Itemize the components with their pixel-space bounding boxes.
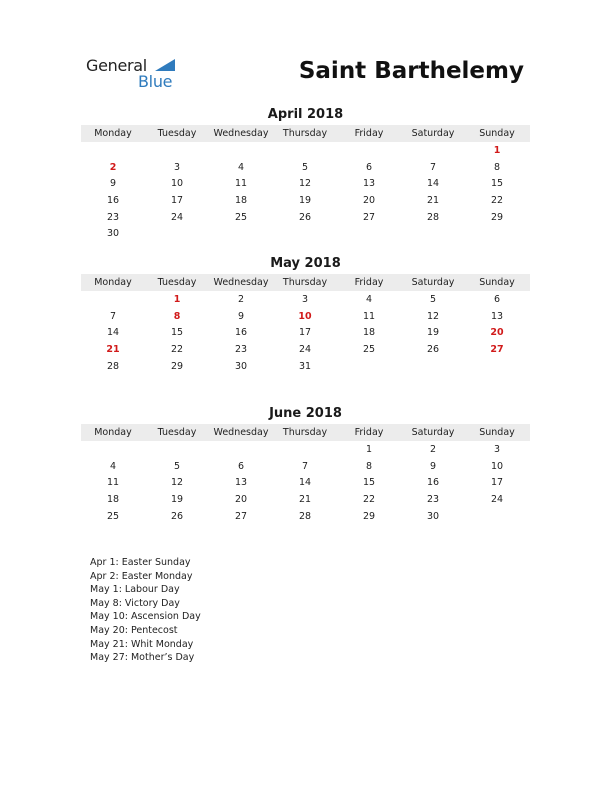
day-cell: 21 [106, 343, 120, 355]
week-row [81, 324, 530, 341]
day-cell: 19 [170, 493, 184, 505]
day-cell: 7 [109, 310, 117, 322]
day-cell: 30 [106, 228, 120, 240]
weekday-label: Friday [354, 427, 384, 438]
weekday-label: Thursday [282, 128, 328, 139]
day-cell: 19 [426, 327, 440, 339]
day-cell: 16 [234, 327, 248, 339]
day-cell: 7 [301, 460, 309, 472]
holiday-item: Apr 1: Easter Sunday [90, 557, 191, 568]
week-row [81, 291, 530, 308]
day-cell: 26 [298, 211, 312, 223]
holiday-list [90, 556, 201, 665]
day-cell: 12 [426, 310, 440, 322]
day-cell: 1 [365, 443, 373, 455]
weekday-label: Sunday [479, 427, 515, 438]
day-cell: 1 [173, 293, 181, 305]
holiday-item: May 20: Pentecost [90, 624, 178, 636]
day-cell: 22 [362, 493, 376, 505]
week-row [81, 192, 530, 209]
day-cell: 30 [426, 510, 440, 522]
day-cell: 30 [234, 360, 248, 372]
day-cell: 26 [170, 510, 184, 522]
day-cell: 9 [429, 460, 437, 472]
day-cell: 18 [362, 327, 376, 339]
week-row [81, 474, 530, 491]
day-cell: 12 [170, 477, 184, 489]
page-title: Saint Barthelemy [298, 58, 524, 84]
day-cell: 11 [106, 477, 120, 489]
day-cell: 8 [173, 310, 181, 322]
day-cell: 31 [298, 360, 312, 372]
week-row [81, 225, 530, 242]
day-cell: 10 [170, 178, 184, 190]
day-cell: 17 [298, 327, 312, 339]
month-title: April 2018 [267, 107, 344, 122]
weekday-label: Thursday [282, 427, 328, 438]
weekday-label: Wednesday [213, 277, 269, 288]
weekday-label: Monday [94, 277, 132, 288]
day-cell: 26 [426, 343, 440, 355]
day-cell: 25 [234, 211, 248, 223]
day-cell: 23 [234, 343, 248, 355]
day-cell: 4 [237, 161, 245, 173]
day-cell: 6 [237, 460, 245, 472]
logo-blue-text: Blue [138, 72, 173, 91]
weekday-header [81, 274, 530, 291]
day-cell: 5 [429, 293, 437, 305]
day-cell: 16 [426, 477, 440, 489]
week-row [81, 358, 530, 375]
day-cell: 27 [362, 211, 376, 223]
day-cell: 3 [173, 161, 181, 173]
day-cell: 4 [365, 293, 373, 305]
day-cell: 20 [362, 194, 376, 206]
day-cell: 21 [426, 194, 440, 206]
week-row [81, 441, 530, 458]
day-cell: 15 [362, 477, 376, 489]
day-cell: 23 [106, 211, 120, 223]
weekday-label: Thursday [282, 277, 328, 288]
day-cell: 13 [490, 310, 504, 322]
weekday-label: Tuesday [157, 427, 197, 438]
weekday-label: Saturday [411, 128, 455, 139]
month-april [81, 106, 530, 242]
day-cell: 5 [301, 161, 309, 173]
month-title: May 2018 [270, 256, 341, 271]
week-row [81, 341, 530, 358]
weekday-label: Friday [354, 277, 384, 288]
day-cell: 2 [429, 443, 437, 455]
logo-general-text: General [86, 56, 147, 75]
week-row [81, 159, 530, 176]
week-row [81, 175, 530, 192]
brand-logo [86, 56, 186, 92]
weekday-label: Tuesday [157, 128, 197, 139]
day-cell: 28 [106, 360, 120, 372]
day-cell: 4 [109, 460, 117, 472]
day-cell: 17 [490, 477, 504, 489]
day-cell: 20 [234, 493, 248, 505]
weekday-label: Friday [354, 128, 384, 139]
day-cell: 28 [298, 510, 312, 522]
weekday-header [81, 424, 530, 441]
week-row [81, 209, 530, 226]
day-cell: 9 [109, 178, 117, 190]
day-cell: 14 [426, 178, 440, 190]
month-june [81, 405, 530, 524]
day-cell: 16 [106, 194, 120, 206]
day-cell: 18 [106, 493, 120, 505]
month-title: June 2018 [269, 406, 342, 421]
day-cell: 27 [490, 343, 504, 355]
day-cell: 24 [298, 343, 312, 355]
weekday-label: Monday [94, 427, 132, 438]
day-cell: 24 [170, 211, 184, 223]
day-cell: 3 [493, 443, 501, 455]
day-cell: 10 [298, 310, 312, 322]
day-cell: 13 [234, 477, 248, 489]
day-cell: 18 [234, 194, 248, 206]
day-cell: 6 [365, 161, 373, 173]
weekday-label: Saturday [411, 277, 455, 288]
day-cell: 2 [237, 293, 245, 305]
day-cell: 22 [170, 343, 184, 355]
day-cell: 27 [234, 510, 248, 522]
week-row [81, 142, 530, 159]
day-cell: 3 [301, 293, 309, 305]
weekday-label: Saturday [411, 427, 455, 438]
day-cell: 19 [298, 194, 312, 206]
weekday-label: Sunday [479, 128, 515, 139]
holiday-item: Apr 2: Easter Monday [90, 570, 193, 582]
day-cell: 14 [106, 327, 120, 339]
day-cell: 25 [106, 510, 120, 522]
day-cell: 15 [490, 178, 504, 190]
weekday-label: Wednesday [213, 427, 269, 438]
day-cell: 20 [490, 327, 504, 339]
day-cell: 29 [490, 211, 504, 223]
holiday-item: May 1: Labour Day [90, 584, 180, 596]
day-cell: 11 [234, 178, 248, 190]
week-row [81, 491, 530, 508]
day-cell: 2 [109, 161, 117, 173]
day-cell: 12 [298, 178, 312, 190]
day-cell: 17 [170, 194, 184, 206]
day-cell: 22 [490, 194, 504, 206]
weekday-label: Sunday [479, 277, 515, 288]
weekday-label: Wednesday [213, 128, 269, 139]
day-cell: 24 [490, 493, 504, 505]
logo-triangle-icon [155, 59, 175, 71]
day-cell: 9 [237, 310, 245, 322]
day-cell: 25 [362, 343, 376, 355]
day-cell: 10 [490, 460, 504, 472]
holiday-item: May 21: Whit Monday [90, 638, 194, 650]
holiday-item: May 27: Mother’s Day [90, 652, 195, 664]
holiday-item: May 10: Ascension Day [90, 611, 201, 623]
day-cell: 28 [426, 211, 440, 223]
day-cell: 8 [493, 161, 501, 173]
weekday-header [81, 125, 530, 142]
day-cell: 23 [426, 493, 440, 505]
week-row [81, 508, 530, 525]
day-cell: 29 [362, 510, 376, 522]
weekday-label: Tuesday [157, 277, 197, 288]
day-cell: 11 [362, 310, 376, 322]
day-cell: 13 [362, 178, 376, 190]
day-cell: 7 [429, 161, 437, 173]
day-cell: 21 [298, 493, 312, 505]
holiday-item: May 8: Victory Day [90, 597, 180, 609]
weekday-label: Monday [94, 128, 132, 139]
day-cell: 15 [170, 327, 184, 339]
month-may [81, 255, 530, 374]
day-cell: 8 [365, 460, 373, 472]
week-row [81, 458, 530, 475]
day-cell: 6 [493, 293, 501, 305]
day-cell: 1 [493, 144, 501, 156]
week-row [81, 308, 530, 325]
day-cell: 29 [170, 360, 184, 372]
day-cell: 5 [173, 460, 181, 472]
day-cell: 14 [298, 477, 312, 489]
